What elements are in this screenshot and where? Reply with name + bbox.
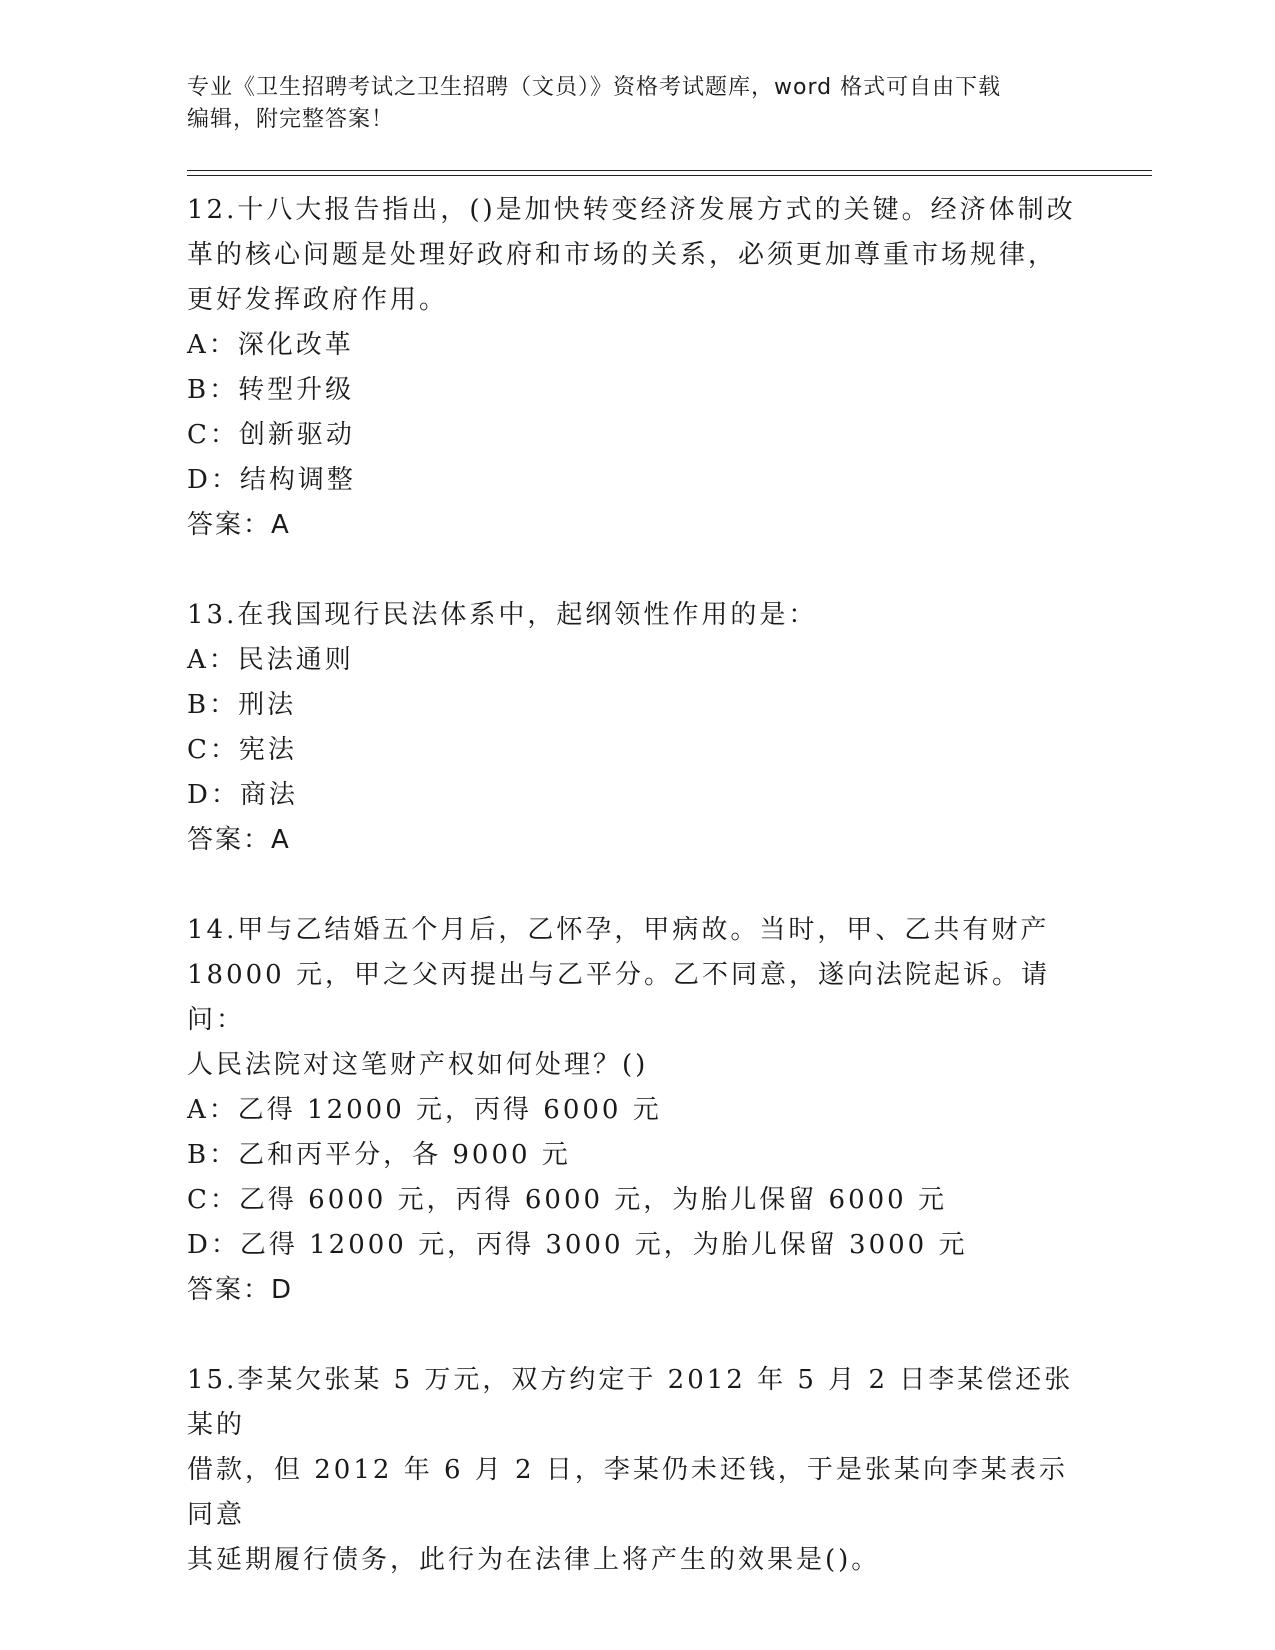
question-15 [187, 1358, 1087, 1583]
question-text-line: 人民法院对这笔财产权如何处理？() [187, 1050, 649, 1080]
question-14 [187, 908, 1087, 1313]
question-text-line: 12.十八大报告指出，()是加快转变经济发展方式的关键。经济体制改 [187, 195, 1076, 225]
option-d: D：结构调整 [187, 465, 356, 495]
question-text-line: 13.在我国现行民法体系中，起纲领性作用的是： [187, 600, 818, 630]
question-12 [187, 188, 1087, 548]
option-d: D：乙得 12000 元，丙得 3000 元，为胎儿保留 3000 元 [187, 1230, 968, 1260]
header-line-2: 编辑，附完整答案！ [187, 107, 395, 132]
question-text-line: 15.李某欠张某 5 万元，双方约定于 2012 年 5 月 2 日李某偿还张某的 [187, 1365, 1074, 1440]
question-text [187, 188, 1087, 323]
answer-line: 答案：D [187, 1275, 294, 1305]
option-b: B：刑法 [187, 690, 297, 720]
option-a: A：乙得 12000 元，丙得 6000 元 [187, 1095, 662, 1125]
question-text-line: 14.甲与乙结婚五个月后，乙怀孕，甲病故。当时，甲、乙共有财产 [187, 915, 1050, 945]
question-text-line: 更好发挥政府作用。 [187, 285, 449, 315]
question-text-line: 其延期履行债务，此行为在法律上将产生的效果是()。 [187, 1545, 881, 1575]
option-c: C：乙得 6000 元，丙得 6000 元，为胎儿保留 6000 元 [187, 1185, 947, 1215]
header-line-1: 专业《卫生招聘考试之卫生招聘（文员）》资格考试题库，word 格式可自由下载 [187, 75, 1002, 100]
question-text [187, 593, 1087, 638]
answer-line: 答案：A [187, 825, 291, 855]
question-text [187, 1358, 1087, 1583]
option-d: D：商法 [187, 780, 298, 810]
option-b: B：乙和丙平分，各 9000 元 [187, 1140, 571, 1170]
question-text [187, 908, 1087, 1088]
header-divider-bottom [187, 175, 1152, 176]
answer-line: 答案：A [187, 510, 291, 540]
option-a: A：民法通则 [187, 645, 354, 675]
option-c: C：创新驱动 [187, 420, 355, 450]
question-13 [187, 593, 1087, 863]
question-text-line: 18000 元，甲之父丙提出与乙平分。乙不同意，遂向法院起诉。请问： [187, 960, 1050, 1035]
question-text-line: 借款，但 2012 年 6 月 2 日，李某仍未还钱，于是张某向李某表示同意 [187, 1455, 1068, 1530]
document-header [187, 72, 1087, 136]
option-b: B：转型升级 [187, 375, 355, 405]
question-text-line: 革的核心问题是处理好政府和市场的关系，必须更加尊重市场规律， [187, 240, 1058, 270]
option-a: A：深化改革 [187, 330, 354, 360]
question-list [187, 188, 1087, 1583]
header-divider-top [187, 170, 1152, 171]
option-c: C：宪法 [187, 735, 297, 765]
